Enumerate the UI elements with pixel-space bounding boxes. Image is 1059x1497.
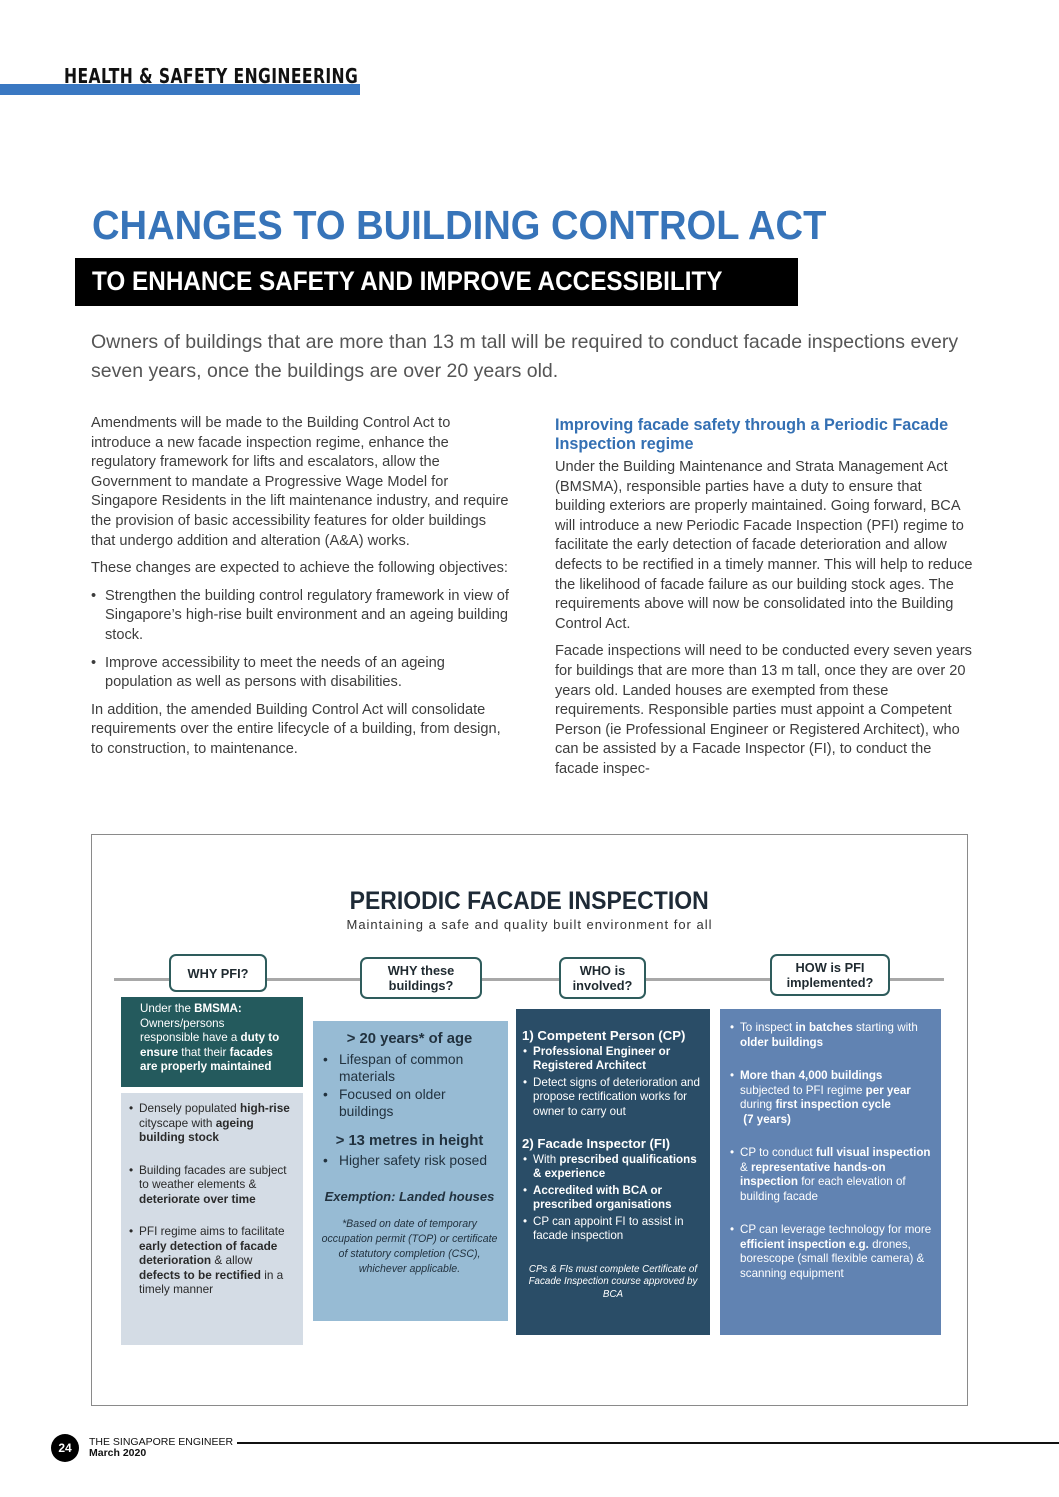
list-item: • CP can appoint FI to assist in facade inspection bbox=[522, 1215, 704, 1244]
fi-heading: 2) Facade Inspector (FI) bbox=[522, 1136, 671, 1151]
list-item: • To inspect in batches starting with older buildings bbox=[729, 1021, 932, 1050]
infographic-subtitle: Maintaining a safe and quality built environment for all bbox=[346, 917, 713, 932]
list-item: • Strengthen the building control regulatory framework in view of Singapore’s high-rise built environment and an ageing building stock. bbox=[91, 587, 511, 646]
how-implemented-box bbox=[720, 1009, 941, 1335]
pfi-infographic bbox=[91, 834, 968, 1406]
list-item: • Focused on older buildings bbox=[319, 1086, 500, 1121]
objectives-list bbox=[91, 587, 511, 693]
course-note: CPs & FIs must complete Certificate of Facade Inspection course approved by BCA bbox=[528, 1263, 698, 1300]
article-lead: Owners of buildings that are more than 13 m tall will be required to conduct facade inspections every seven years, once the buildings are over 20 years old. bbox=[91, 331, 959, 382]
exemption-note: Exemption: Landed houses bbox=[324, 1188, 495, 1204]
magazine-info bbox=[89, 1437, 233, 1459]
list-item: • CP can leverage technology for more efficient inspection e.g. drones, borescope (small flexible camera) & scanning equipment bbox=[729, 1223, 932, 1281]
article-title: CHANGES TO BUILDING CONTROL ACT bbox=[92, 202, 827, 248]
list-item: • Higher safety risk posed bbox=[319, 1152, 500, 1170]
left-column bbox=[91, 414, 511, 768]
section-heading: Improving facade safety through a Periodic Facade Inspection regime bbox=[555, 416, 949, 453]
why-pfi-reasons-box bbox=[121, 1093, 303, 1345]
question-who: WHO is involved? bbox=[559, 957, 646, 999]
list-item: • Professional Engineer or Registered Architect bbox=[522, 1045, 704, 1074]
question-why-buildings: WHY these buildings? bbox=[360, 957, 482, 999]
article-subtitle-bar bbox=[75, 258, 798, 306]
page-number: 24 bbox=[51, 1434, 79, 1462]
footnote: *Based on date of temporary occupation permit (TOP) or certificate of statutory completion (CSC), whichever applicable. bbox=[321, 1218, 498, 1275]
list-item: • PFI regime aims to facilitate early detection of facade deterioration & allow defects to be rectified in a timely manner bbox=[128, 1224, 293, 1297]
list-item: • Detect signs of deterioration and propose rectification works for owner to carry out bbox=[522, 1076, 704, 1120]
paragraph: These changes are expected to achieve the following objectives: bbox=[91, 560, 508, 577]
paragraph: Amendments will be made to the Building Control Act to introduce a new facade inspection regime, enhance the regulatory framework for lifts and escalators, allow the Government to mandate a Progressive Wage Model for Singapore Residents in the lift maintenance industry, and require the provision of basic accessibility features for older buildings that undergo addition and alteration (A&A) works. bbox=[91, 415, 509, 549]
list-item: • Lifespan of common materials bbox=[319, 1051, 500, 1086]
question-why-pfi: WHY PFI? bbox=[169, 954, 267, 992]
infographic-title: PERIODIC FACADE INSPECTION bbox=[349, 887, 710, 915]
section-tag bbox=[0, 62, 360, 94]
paragraph: Facade inspections will need to be conducted every seven years for buildings that are more than 13 m tall, once they are over 20 years old. Landed houses are exempted from these requirements. Responsible parties must appoint a Competent Person (ie Professional Engineer or Registered Architect), who can be assisted by a Facade Inspector (FI), to conduct the facade inspec- bbox=[555, 643, 972, 777]
list-item: • Densely populated high-rise cityscape with ageing building stock bbox=[128, 1101, 293, 1145]
age-criterion: > 20 years* of age bbox=[346, 1031, 473, 1047]
page-footer bbox=[51, 1434, 1059, 1464]
who-involved-box bbox=[516, 1009, 710, 1335]
why-pfi-intro-box: Under the BMSMA: Owners/persons responsible have a duty to ensure that their facades are properly maintained bbox=[121, 997, 303, 1087]
footer-rule bbox=[237, 1442, 1059, 1444]
height-criterion: > 13 metres in height bbox=[335, 1132, 484, 1149]
paragraph: In addition, the amended Building Control Act will consolidate requirements over the entire lifecycle of a building, from design, to construction, to maintenance. bbox=[91, 701, 501, 757]
article-subtitle: TO ENHANCE SAFETY AND IMPROVE ACCESSIBILITY bbox=[92, 266, 723, 296]
list-item: • Improve accessibility to meet the needs of an ageing population as well as persons with disabilities. bbox=[91, 654, 511, 693]
cp-heading: 1) Competent Person (CP) bbox=[522, 1028, 686, 1043]
list-item: • Building facades are subject to weather elements & deteriorate over time bbox=[128, 1163, 293, 1207]
list-item: • CP to conduct full visual inspection & representative hands-on inspection for each elevation of building facade bbox=[729, 1146, 932, 1204]
magazine-name: THE SINGAPORE ENGINEER bbox=[89, 1436, 234, 1448]
question-how: HOW is PFI implemented? bbox=[770, 954, 890, 996]
section-label: HEALTH & SAFETY ENGINEERING bbox=[64, 64, 359, 88]
why-buildings-box bbox=[313, 1021, 508, 1321]
right-column bbox=[555, 414, 975, 788]
list-item: • Accredited with BCA or prescribed organisations bbox=[522, 1184, 704, 1213]
list-item: • More than 4,000 buildings subjected to PFI regime per year during first inspection cycle (7 years) bbox=[729, 1069, 932, 1127]
issue-date: March 2020 bbox=[89, 1447, 147, 1459]
list-item: • With prescribed qualifications & experience bbox=[522, 1153, 704, 1182]
paragraph: Under the Building Maintenance and Strata Management Act (BMSMA), responsible parties have a duty to ensure that building exteriors are properly maintained. Going forward, BCA will introduce a new Periodic Facade Inspection (PFI) regime to facilitate the early detection of facade deterioration and allow defects to be rectified in a timely manner. This will help to reduce the likelihood of facade failure as our building stock ages. The requirements above will now be consolidated into the Building Control Act. bbox=[555, 459, 973, 632]
